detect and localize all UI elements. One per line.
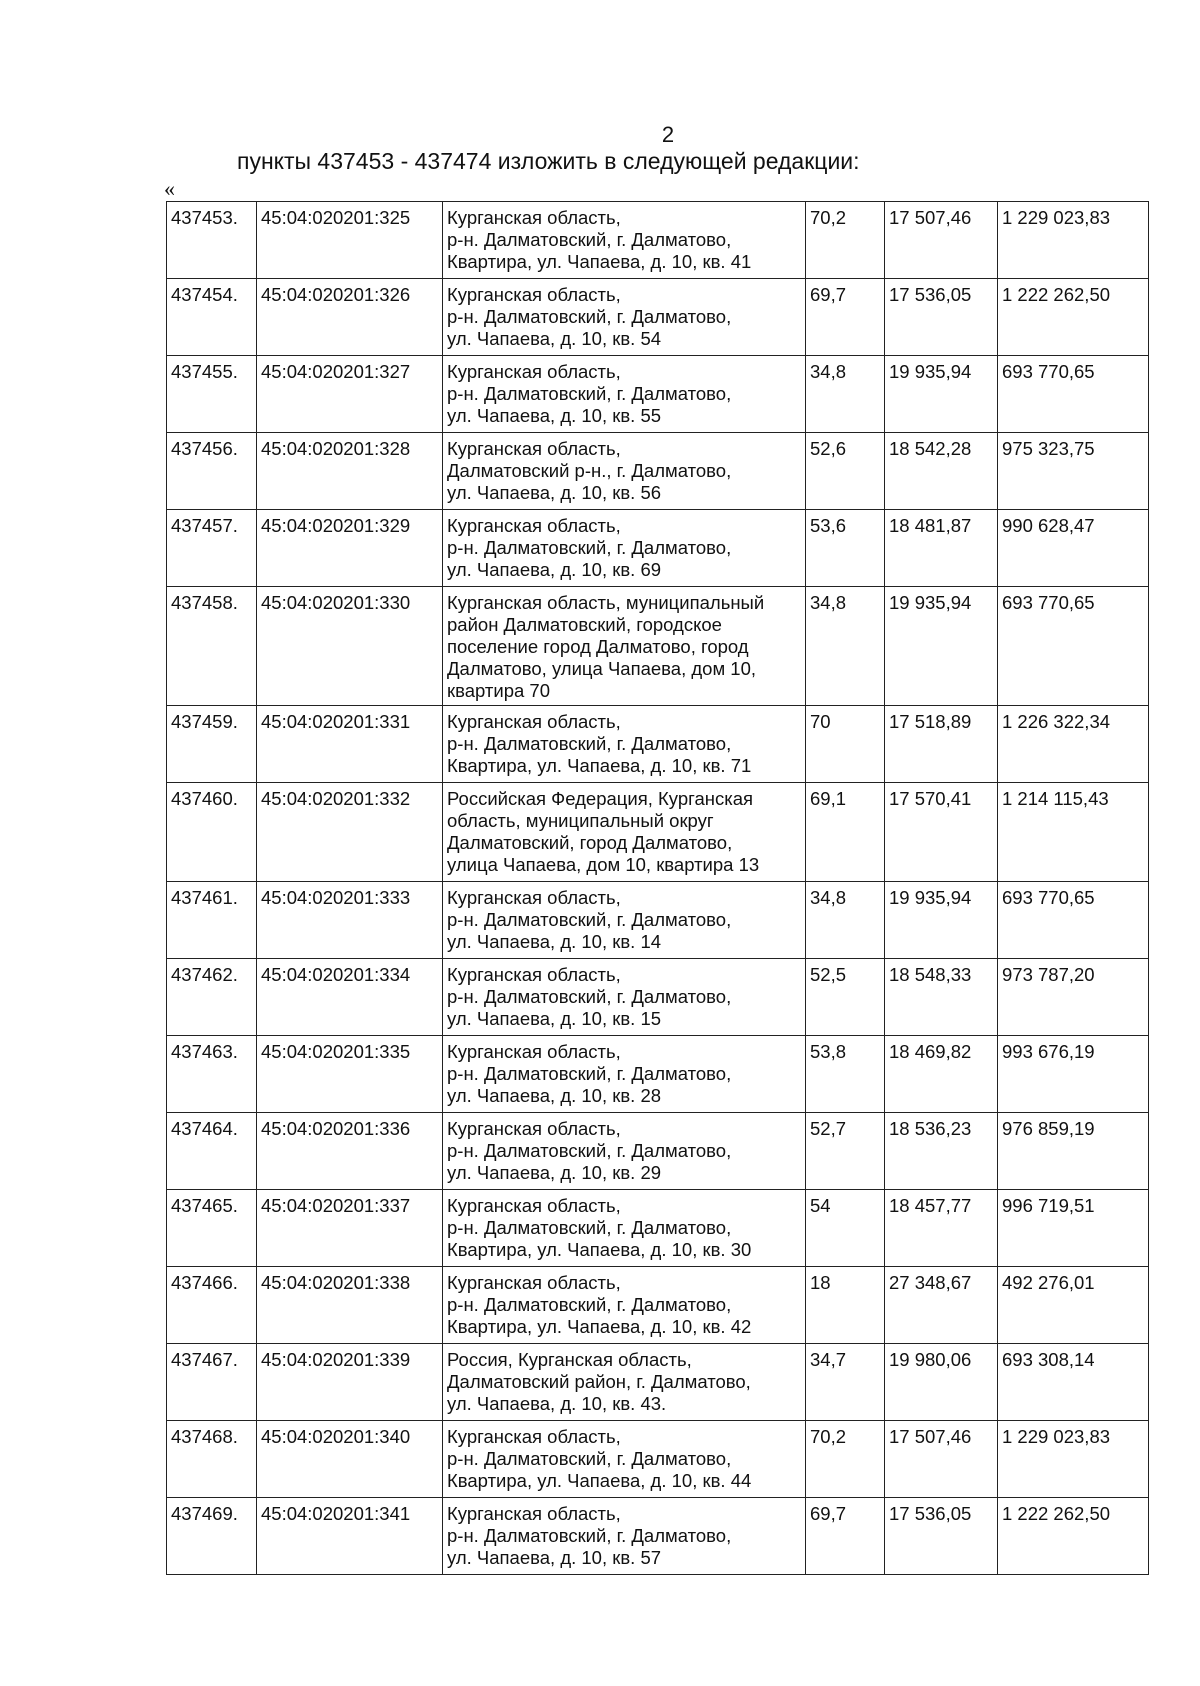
area-cell: 54 [806,1190,885,1267]
area-cell: 52,5 [806,959,885,1036]
address-cell: Курганская область, р-н. Далматовский, г. Далматово, ул. Чапаева, д. 10, кв. 55 [443,356,806,433]
area-cell: 70,2 [806,202,885,279]
cadastral-value-cell: 973 787,20 [998,959,1149,1036]
table-row [167,1498,1149,1575]
table-row [167,356,1149,433]
table-row [167,510,1149,587]
cadastral-value-cell: 990 628,47 [998,510,1149,587]
table-row [167,433,1149,510]
specific-value-cell: 18 542,28 [885,433,998,510]
address-cell: Курганская область, р-н. Далматовский, г. Далматово, Квартира, ул. Чапаева, д. 10, кв. 41 [443,202,806,279]
area-cell: 69,1 [806,783,885,882]
specific-value-cell: 19 980,06 [885,1344,998,1421]
cadastral-number-cell: 45:04:020201:326 [257,279,443,356]
cadastral-value-cell: 1 222 262,50 [998,1498,1149,1575]
table-row [167,1344,1149,1421]
row-number-cell: 437461. [167,882,257,959]
cadastral-number-cell: 45:04:020201:334 [257,959,443,1036]
table-row [167,783,1149,882]
table-row [167,706,1149,783]
cadastral-number-cell: 45:04:020201:331 [257,706,443,783]
specific-value-cell: 18 469,82 [885,1036,998,1113]
page-number: 2 [661,122,675,147]
table-row [167,1190,1149,1267]
cadastral-value-cell: 693 770,65 [998,356,1149,433]
row-number-cell: 437463. [167,1036,257,1113]
row-number-cell: 437454. [167,279,257,356]
specific-value-cell: 17 536,05 [885,279,998,356]
cadastral-value-cell: 1 229 023,83 [998,202,1149,279]
area-cell: 69,7 [806,279,885,356]
row-number-cell: 437467. [167,1344,257,1421]
row-number-cell: 437457. [167,510,257,587]
area-cell: 34,8 [806,587,885,706]
cadastral-number-cell: 45:04:020201:339 [257,1344,443,1421]
specific-value-cell: 18 548,33 [885,959,998,1036]
row-number-cell: 437462. [167,959,257,1036]
table-body [167,202,1149,1575]
cadastral-number-cell: 45:04:020201:338 [257,1267,443,1344]
address-cell: Курганская область, Далматовский р-н., г. Далматово, ул. Чапаева, д. 10, кв. 56 [443,433,806,510]
address-cell: Курганская область, р-н. Далматовский, г. Далматово, ул. Чапаева, д. 10, кв. 57 [443,1498,806,1575]
specific-value-cell: 17 570,41 [885,783,998,882]
area-cell: 69,7 [806,1498,885,1575]
cadastral-number-cell: 45:04:020201:333 [257,882,443,959]
table-row [167,1421,1149,1498]
area-cell: 18 [806,1267,885,1344]
cadastral-value-cell: 1 222 262,50 [998,279,1149,356]
address-cell: Курганская область, р-н. Далматовский, г. Далматово, ул. Чапаева, д. 10, кв. 28 [443,1036,806,1113]
cadastral-value-cell: 693 770,65 [998,882,1149,959]
row-number-cell: 437458. [167,587,257,706]
cadastral-number-cell: 45:04:020201:336 [257,1113,443,1190]
area-cell: 34,8 [806,356,885,433]
table-row [167,202,1149,279]
specific-value-cell: 17 536,05 [885,1498,998,1575]
cadastral-value-cell: 1 214 115,43 [998,783,1149,882]
specific-value-cell: 19 935,94 [885,356,998,433]
specific-value-cell: 19 935,94 [885,882,998,959]
address-cell: Курганская область, р-н. Далматовский, г. Далматово, ул. Чапаева, д. 10, кв. 54 [443,279,806,356]
address-cell: Курганская область, р-н. Далматовский, г. Далматово, Квартира, ул. Чапаева, д. 10, кв. 30 [443,1190,806,1267]
table-row [167,587,1149,706]
cadastral-value-cell: 976 859,19 [998,1113,1149,1190]
cadastral-value-cell: 996 719,51 [998,1190,1149,1267]
address-cell: Курганская область, р-н. Далматовский, г. Далматово, ул. Чапаева, д. 10, кв. 69 [443,510,806,587]
area-cell: 34,7 [806,1344,885,1421]
cadastral-value-cell: 492 276,01 [998,1267,1149,1344]
cadastral-number-cell: 45:04:020201:327 [257,356,443,433]
specific-value-cell: 17 507,46 [885,202,998,279]
table-row [167,1267,1149,1344]
cadastral-number-cell: 45:04:020201:328 [257,433,443,510]
table-row [167,1036,1149,1113]
cadastral-value-cell: 693 770,65 [998,587,1149,706]
amendment-heading: пункты 437453 - 437474 изложить в следующей редакции: [237,148,860,174]
cadastral-number-cell: 45:04:020201:335 [257,1036,443,1113]
row-number-cell: 437466. [167,1267,257,1344]
row-number-cell: 437468. [167,1421,257,1498]
row-number-cell: 437456. [167,433,257,510]
area-cell: 52,6 [806,433,885,510]
address-cell: Курганская область, р-н. Далматовский, г. Далматово, Квартира, ул. Чапаева, д. 10, кв. 42 [443,1267,806,1344]
address-cell: Курганская область, р-н. Далматовский, г. Далматово, Квартира, ул. Чапаева, д. 10, кв. 71 [443,706,806,783]
area-cell: 70,2 [806,1421,885,1498]
cadastral-value-cell: 975 323,75 [998,433,1149,510]
cadastral-value-cell: 1 229 023,83 [998,1421,1149,1498]
row-number-cell: 437464. [167,1113,257,1190]
cadastral-number-cell: 45:04:020201:332 [257,783,443,882]
cadastral-number-cell: 45:04:020201:329 [257,510,443,587]
specific-value-cell: 18 536,23 [885,1113,998,1190]
table-row [167,882,1149,959]
opening-quote: « [164,176,175,201]
cadastral-value-cell: 693 308,14 [998,1344,1149,1421]
address-cell: Курганская область, р-н. Далматовский, г. Далматово, ул. Чапаева, д. 10, кв. 15 [443,959,806,1036]
address-cell: Российская Федерация, Курганская область, муниципальный округ Далматовский, город Далматово, улица Чапаева, дом 10, квартира 13 [443,783,806,882]
area-cell: 53,8 [806,1036,885,1113]
specific-value-cell: 19 935,94 [885,587,998,706]
table-row [167,959,1149,1036]
address-cell: Курганская область, р-н. Далматовский, г. Далматово, Квартира, ул. Чапаева, д. 10, кв. 44 [443,1421,806,1498]
row-number-cell: 437453. [167,202,257,279]
specific-value-cell: 18 481,87 [885,510,998,587]
cadastral-value-table [166,201,1149,1575]
cadastral-number-cell: 45:04:020201:341 [257,1498,443,1575]
specific-value-cell: 17 507,46 [885,1421,998,1498]
row-number-cell: 437469. [167,1498,257,1575]
row-number-cell: 437455. [167,356,257,433]
specific-value-cell: 17 518,89 [885,706,998,783]
specific-value-cell: 18 457,77 [885,1190,998,1267]
area-cell: 70 [806,706,885,783]
address-cell: Курганская область, муниципальный район Далматовский, городское поселение город Далматово, город Далматово, улица Чапаева, дом 10, квартира 70 [443,587,806,706]
cadastral-number-cell: 45:04:020201:330 [257,587,443,706]
cadastral-value-cell: 1 226 322,34 [998,706,1149,783]
area-cell: 53,6 [806,510,885,587]
address-cell: Курганская область, р-н. Далматовский, г. Далматово, ул. Чапаева, д. 10, кв. 14 [443,882,806,959]
address-cell: Курганская область, р-н. Далматовский, г. Далматово, ул. Чапаева, д. 10, кв. 29 [443,1113,806,1190]
area-cell: 52,7 [806,1113,885,1190]
area-cell: 34,8 [806,882,885,959]
row-number-cell: 437460. [167,783,257,882]
address-cell: Россия, Курганская область, Далматовский район, г. Далматово, ул. Чапаева, д. 10, кв. 43. [443,1344,806,1421]
specific-value-cell: 27 348,67 [885,1267,998,1344]
table-row [167,279,1149,356]
cadastral-number-cell: 45:04:020201:325 [257,202,443,279]
row-number-cell: 437459. [167,706,257,783]
cadastral-value-cell: 993 676,19 [998,1036,1149,1113]
cadastral-number-cell: 45:04:020201:340 [257,1421,443,1498]
row-number-cell: 437465. [167,1190,257,1267]
table-row [167,1113,1149,1190]
cadastral-number-cell: 45:04:020201:337 [257,1190,443,1267]
